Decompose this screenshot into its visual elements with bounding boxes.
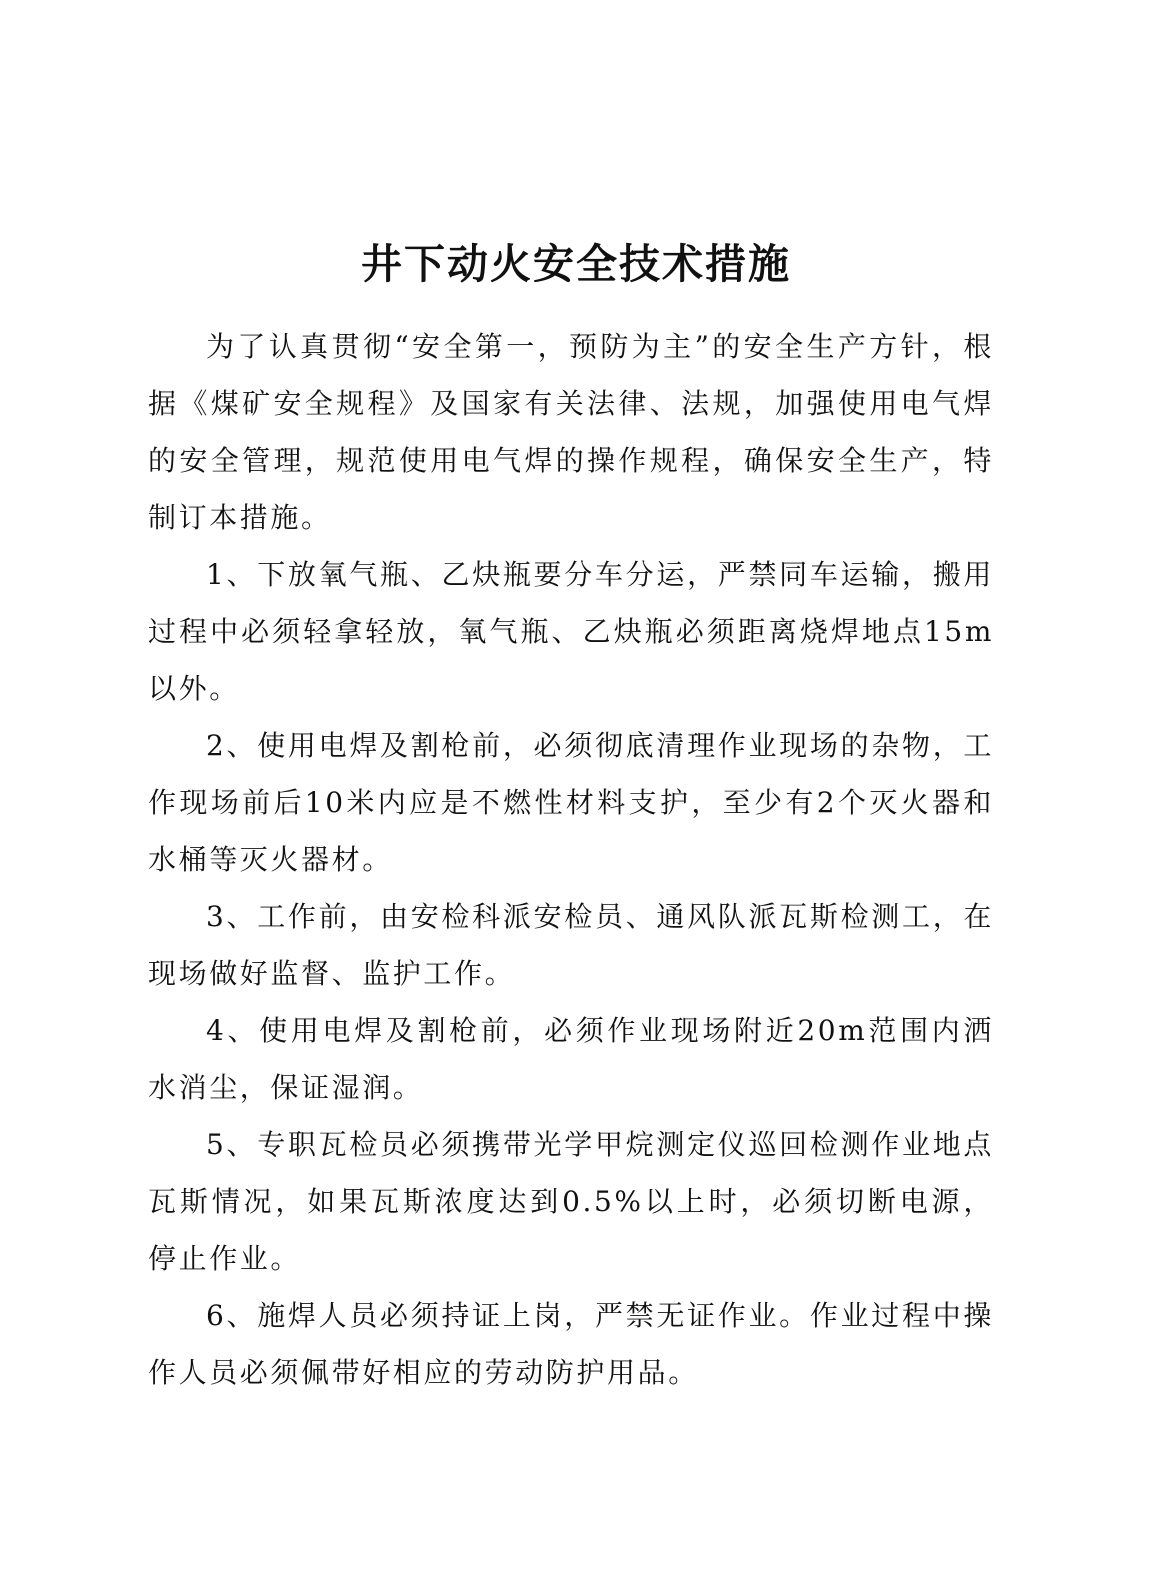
- document-body: [148, 318, 994, 1401]
- measure-paragraph-6: 6、施焊人员必须持证上岗，严禁无证作业。作业过程中操作人员必须佩带好相应的劳动防护用品。: [148, 1299, 994, 1389]
- measure-paragraph-2: 2、使用电焊及割枪前，必须彻底清理作业现场的杂物，工作现场前后10米内应是不燃性材料支护，至少有2个灭火器和水桶等灭火器材。: [148, 729, 994, 876]
- measure-paragraph-3: 3、工作前，由安检科派安检员、通风队派瓦斯检测工，在现场做好监督、监护工作。: [148, 900, 994, 990]
- measure-paragraph-4: 4、使用电焊及割枪前，必须作业现场附近20m范围内洒水消尘，保证湿润。: [148, 1014, 994, 1104]
- intro-paragraph: 为了认真贯彻“安全第一，预防为主”的安全生产方针，根据《煤矿安全规程》及国家有关法律、法规，加强使用电气焊的安全管理，规范使用电气焊的操作规程，确保安全生产，特制订本措施。: [148, 330, 994, 534]
- document-title: 井下动火安全技术措施: [361, 240, 791, 288]
- measure-paragraph-1: 1、下放氧气瓶、乙炔瓶要分车分运，严禁同车运输，搬用过程中必须轻拿轻放，氧气瓶、乙炔瓶必须距离烧焊地点15m以外。: [148, 558, 994, 705]
- measure-paragraph-5: 5、专职瓦检员必须携带光学甲烷测定仪巡回检测作业地点瓦斯情况，如果瓦斯浓度达到0.5%以上时，必须切断电源，停止作业。: [148, 1128, 994, 1275]
